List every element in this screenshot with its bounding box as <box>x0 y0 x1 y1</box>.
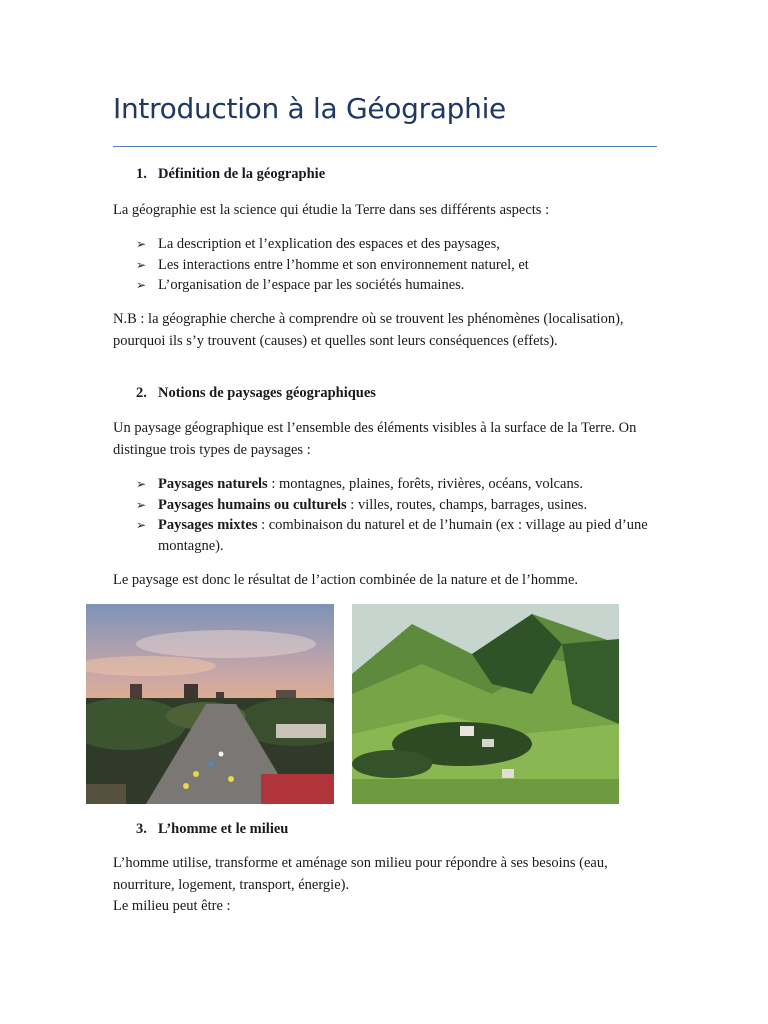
list-item: ➢ L’organisation de l’espace par les sociétés humaines. <box>136 275 656 296</box>
section2-bullet-list <box>136 474 656 556</box>
arrowhead-bullet-icon: ➢ <box>136 497 147 512</box>
section-heading-text: L’homme et le milieu <box>158 821 289 837</box>
section-heading-text: Notions de paysages géographiques <box>158 385 376 401</box>
page-title: Introduction à la Géographie <box>113 92 506 125</box>
section3-paragraph: L’homme utilise, transforme et aménage son milieu pour répondre à ses besoins (eau, nourriture, logement, transport, énergie). Le milieu peut être : <box>113 855 608 914</box>
list-item: ➢ Paysages mixtes : combinaison du naturel et de l’humain (ex : village au pied d’une montagne). <box>136 517 648 554</box>
title-underline <box>113 146 657 147</box>
section2-intro: Un paysage géographique est l’ensemble des éléments visibles à la surface de la Terre. On distingue trois types de paysages : <box>113 420 637 458</box>
green-hills-village-photo <box>352 604 619 804</box>
section-heading-text: Définition de la géographie <box>158 166 326 182</box>
arrowhead-bullet-icon: ➢ <box>136 278 147 292</box>
section-heading-1 <box>136 166 325 183</box>
arrowhead-bullet-icon: ➢ <box>136 518 147 532</box>
section1-note: N.B : la géographie cherche à comprendre où se trouvent les phénomènes (localisation), pourquoi ils s’y trouvent (causes) et quelles sont leurs conséquences (effets). <box>113 311 624 349</box>
section1-intro: La géographie est la science qui étudie la Terre dans ses différents aspects : <box>113 202 550 218</box>
section2-conclusion: Le paysage est donc le résultat de l’action combinée de la nature et de l’homme. <box>113 572 579 588</box>
section-heading-3 <box>136 821 288 838</box>
section-number: 2. <box>136 385 147 401</box>
section-number: 1. <box>136 166 147 182</box>
section-number: 3. <box>136 821 147 837</box>
arrowhead-bullet-icon: ➢ <box>136 477 147 491</box>
list-item: ➢ Paysages naturels : montagnes, plaines, forêts, rivières, océans, volcans. <box>136 474 656 495</box>
section-heading-2 <box>136 385 376 402</box>
arrowhead-bullet-icon: ➢ <box>136 237 147 251</box>
city-sunset-photo <box>86 604 334 804</box>
list-item: ➢ Les interactions entre l’homme et son environnement naturel, et <box>136 255 656 276</box>
section1-bullet-list <box>136 234 656 296</box>
arrowhead-bullet-icon: ➢ <box>136 257 147 272</box>
list-item: ➢ La description et l’explication des espaces et des paysages, <box>136 234 656 255</box>
list-item: ➢ Paysages humains ou culturels : villes, routes, champs, barrages, usines. <box>136 495 656 516</box>
